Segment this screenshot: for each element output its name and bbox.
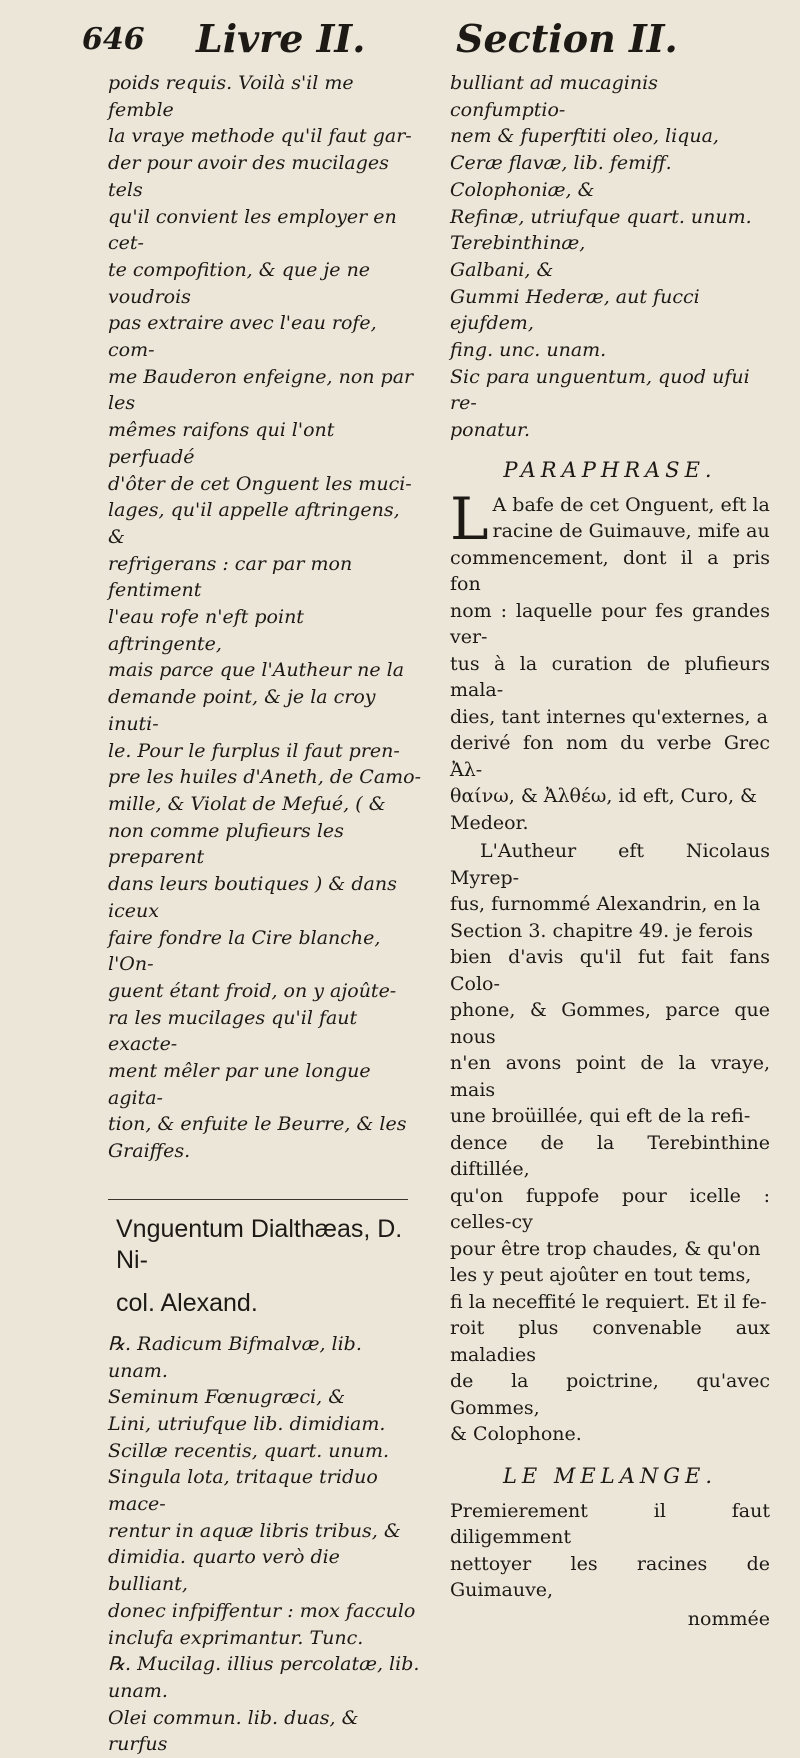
text-line: te compofition, & que je ne voudrois <box>108 258 371 308</box>
formula-line: ℞. Radicum Bifmalvæ, lib. unam. <box>108 1332 362 1382</box>
text-line: refrigerans : car par mon fentiment <box>108 552 353 602</box>
paraphrase-line: tus à la curation de plufieurs mala- <box>450 652 770 702</box>
formula-line: Galbani, & <box>450 258 554 281</box>
melange-line: Premierement il faut diligemment <box>450 1499 770 1549</box>
formula-line: Olei commun. lib. duas, & rurfus <box>108 1706 359 1756</box>
paraphrase-heading: PARAPHRASE. <box>503 457 717 482</box>
formula-line: ponatur. <box>450 419 531 442</box>
formula-line: fing. unc. unam. <box>450 339 607 362</box>
author-line: L'Autheur eft Nicolaus Myrep- <box>450 840 770 889</box>
formula-line: inclufa exprimantur. Tunc. <box>108 1626 364 1649</box>
paraphrase-line: racine de Guimauve, mife au <box>492 520 770 543</box>
text-line: non comme plufieurs les preparent <box>108 819 344 869</box>
author-line: qu'on fuppofe pour icelle : celles-cy <box>450 1184 770 1234</box>
formula-line: Sic para unguentum, quod ufui re- <box>450 365 750 415</box>
paraphrase-line: nom : laquelle pour fes grandes ver- <box>450 599 770 649</box>
author-line: Section 3. chapitre 49. je ferois <box>450 919 753 942</box>
paraphrase-line: Medeor. <box>450 811 529 834</box>
author-line: & Colophone. <box>450 1423 582 1446</box>
text-line: tion, & enfuite le Beurre, & les <box>108 1113 407 1136</box>
text-line: faire fondre la Cire blanche, l'On- <box>108 926 381 976</box>
formula-line: Lini, utriufque lib. dimidiam. <box>108 1412 386 1435</box>
author-line: pour être trop chaudes, & qu'on <box>450 1237 761 1260</box>
paraphrase-line: A bafe de cet Onguent, eft la <box>492 493 770 516</box>
formula-line: Seminum Fœnugræci, & <box>108 1386 346 1409</box>
formula-continued <box>450 70 770 444</box>
left-running-title: Livre II. <box>196 16 366 61</box>
text-line: lages, qu'il appelle aftringens, & <box>108 499 400 548</box>
melange-heading: LE MELANGE. <box>502 1463 718 1488</box>
text-line: le. Pour le furplus il faut pren- <box>108 739 400 762</box>
melange-paragraph <box>450 1498 770 1604</box>
text-line: l'eau rofe n'eft point aftringente, <box>108 606 304 655</box>
text-line: der pour avoir des mucilages tels <box>108 152 389 201</box>
author-line: roit plus convenable aux maladies <box>450 1317 770 1366</box>
formula-list <box>108 1331 422 1758</box>
formula-title-line: Vnguentum Dialthæas, D. Ni- <box>116 1214 403 1274</box>
right-running-title: Section II. <box>456 16 678 61</box>
author-line: fus, furnommé Alexandrin, en la <box>450 893 761 916</box>
text-line: guent étant froid, on y ajoûte- <box>108 979 397 1002</box>
section-divider <box>108 1199 408 1200</box>
formula-line: Singula lota, tritaque triduo mace- <box>108 1466 378 1516</box>
formula-line: ℞. Mucilag. illius percolatæ, lib. <box>108 1653 420 1676</box>
author-line: fi la neceffité le requiert. Et il fe- <box>450 1290 767 1313</box>
author-line: bien d'avis qu'il fut fait fans Colo- <box>450 946 770 995</box>
page-number: 646 <box>82 22 145 57</box>
author-line: les y peut ajoûter en tout tems, <box>450 1264 752 1287</box>
formula-line: dimidia. quarto verò die bulliant, <box>108 1546 340 1596</box>
melange-line: nettoyer les racines de Guimauve, <box>450 1552 770 1602</box>
formula-line: donec infpiffentur : mox facculo <box>108 1599 416 1622</box>
text-line: ment mêler par une longue agita- <box>108 1060 371 1109</box>
formula-line: rentur in aquæ libris tribus, & <box>108 1519 401 1542</box>
left-italic-paragraph <box>108 70 422 1165</box>
text-line: mille, & Violat de Mefué, ( & <box>108 792 386 815</box>
formula-line: Scillæ recentis, quart. unum. <box>108 1439 390 1462</box>
text-line: mêmes raifons qui l'ont perfuadé <box>108 419 335 468</box>
text-line: qu'il convient les employer en cet- <box>108 205 397 255</box>
formula-line: unam. <box>108 1679 168 1702</box>
paraphrase-line: derivé fon nom du verbe Grec Ἀλ- <box>450 732 770 781</box>
author-line: phone, & Gommes, parce que nous <box>450 999 770 1048</box>
right-column <box>450 70 770 1632</box>
paraphrase-line: commencement, dont il a pris fon <box>450 546 770 596</box>
formula-line: bulliant ad mucaginis confumptio- <box>450 72 658 121</box>
formula-title-line: col. Alexand. <box>116 1288 258 1317</box>
drop-cap: L <box>450 484 489 553</box>
text-line: la vraye methode qu'il faut gar- <box>108 125 412 148</box>
text-line: d'ôter de cet Onguent les muci- <box>108 472 412 495</box>
formula-line: Ceræ flavæ, lib. femiff. <box>450 152 672 175</box>
formula-line: Refinæ, utriufque quart. unum. <box>450 205 752 228</box>
formula-title <box>108 1214 422 1319</box>
formula-line: nem & fuperftiti oleo, liqua, <box>450 125 719 148</box>
text-line: me Bauderon enfeigne, non par les <box>108 365 414 415</box>
paraphrase-line: dies, tant internes qu'externes, a <box>450 705 768 728</box>
formula-line: Gummi Hederæ, aut fucci ejufdem, <box>450 285 700 335</box>
text-line: dans leurs boutiques ) & dans iceux <box>108 873 397 922</box>
text-line: poids requis. Voilà s'il me femble <box>108 72 354 121</box>
formula-line: Colophoniæ, & <box>450 178 595 201</box>
paraphrase-paragraph <box>450 484 770 837</box>
text-line: pas extraire avec l'eau rofe, com- <box>108 312 377 362</box>
text-line: pre les huiles d'Aneth, de Camo- <box>108 766 422 789</box>
text-line: Graiffes. <box>108 1140 191 1163</box>
catchword: nommée <box>687 1607 770 1630</box>
author-line: n'en avons point de la vraye, mais <box>450 1052 770 1101</box>
author-line: de la poictrine, qu'avec Gommes, <box>450 1370 770 1419</box>
formula-line: Terebinthinæ, <box>450 232 586 255</box>
running-header <box>0 12 800 66</box>
author-paragraph <box>450 838 770 1448</box>
author-line: dence de la Terebinthine diftillée, <box>450 1131 770 1181</box>
text-line: mais parce que l'Autheur ne la <box>108 659 405 682</box>
author-line: une broüillée, qui eft de la refi- <box>450 1105 751 1128</box>
text-line: ra les mucilages qu'il faut exacte- <box>108 1006 358 1056</box>
left-column <box>108 70 422 1758</box>
paraphrase-line: θαίνω, & Ἀλθέω, id eft, Curo, & <box>450 785 757 808</box>
text-line: demande point, & je la croy inuti- <box>108 686 376 735</box>
